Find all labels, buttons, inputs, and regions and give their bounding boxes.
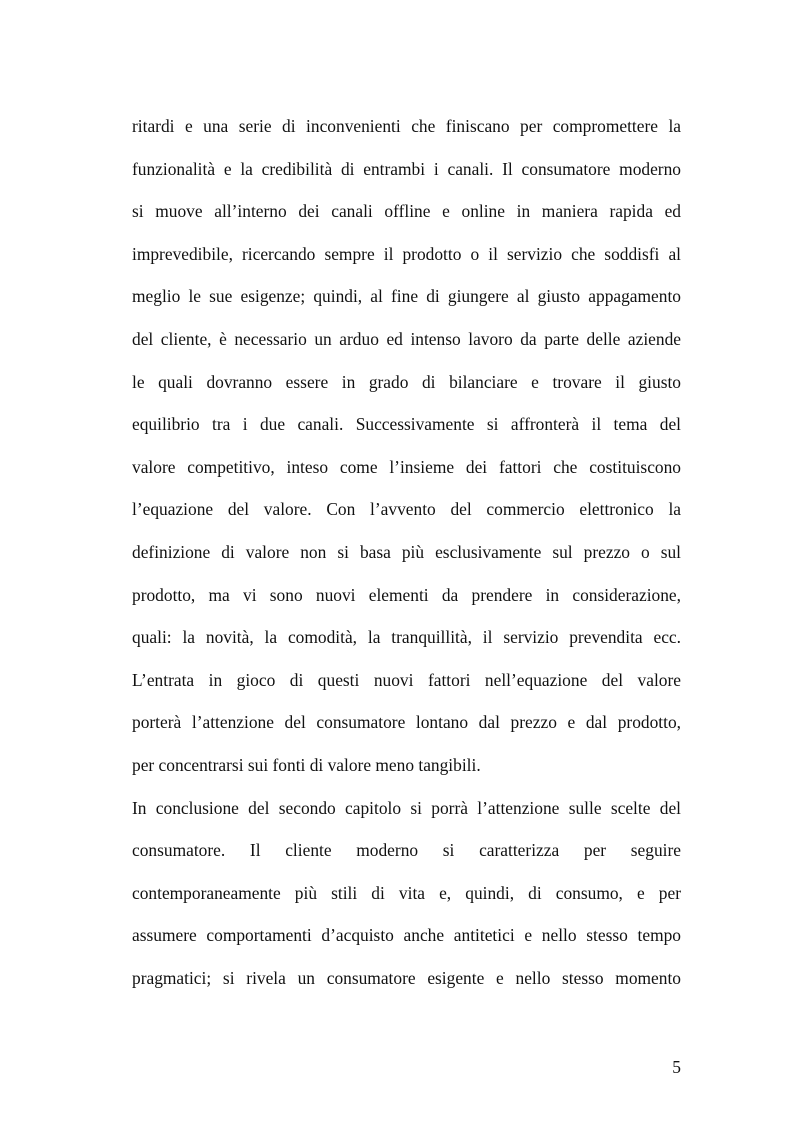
text-line: del cliente, è necessario un arduo ed intenso lavoro da parte delle aziende [132, 328, 681, 349]
text-line: prodotto, ma vi sono nuovi elementi da prendere in considerazione, [132, 584, 681, 605]
text-line: porterà l’attenzione del consumatore lontano dal prezzo e dal prodotto, [132, 712, 681, 733]
page-number: 5 [672, 1057, 681, 1077]
body-text [132, 110, 681, 1004]
text-line: In conclusione del secondo capitolo si porrà l’attenzione sulle scelte del [132, 797, 681, 818]
text-line: meglio le sue esigenze; quindi, al fine di giungere al giusto appagamento [132, 286, 681, 307]
text-line: equilibrio tra i due canali. Successivamente si affronterà il tema del [132, 414, 681, 435]
text-line: imprevedibile, ricercando sempre il prodotto o il servizio che soddisfi al [132, 243, 681, 264]
text-line: ritardi e una serie di inconvenienti che finiscano per compromettere la [132, 116, 681, 136]
text-line: funzionalità e la credibilità di entrambi i canali. Il consumatore moderno [132, 158, 681, 179]
text-line: assumere comportamenti d’acquisto anche antitetici e nello stesso tempo [132, 925, 681, 946]
text-line: consumatore. Il cliente moderno si caratterizza per seguire [132, 840, 681, 861]
text-line: valore competitivo, inteso come l’insieme dei fattori che costituiscono [132, 456, 681, 477]
text-line: si muove all’interno dei canali offline e online in maniera rapida ed [132, 201, 681, 222]
text-line: quali: la novità, la comodità, la tranquillità, il servizio prevendita ecc. [132, 627, 681, 648]
text-line: per concentrarsi sui fonti di valore meno tangibili. [132, 754, 481, 775]
text-line: pragmatici; si rivela un consumatore esigente e nello stesso momento [132, 967, 681, 988]
text-line: l’equazione del valore. Con l’avvento del commercio elettronico la [132, 499, 681, 520]
text-line: definizione di valore non si basa più esclusivamente sul prezzo o sul [132, 541, 681, 562]
text-line: le quali dovranno essere in grado di bilanciare e trovare il giusto [132, 371, 681, 392]
text-line: contemporaneamente più stili di vita e, quindi, di consumo, e per [132, 882, 681, 903]
text-line: L’entrata in gioco di questi nuovi fattori nell’equazione del valore [132, 669, 681, 690]
